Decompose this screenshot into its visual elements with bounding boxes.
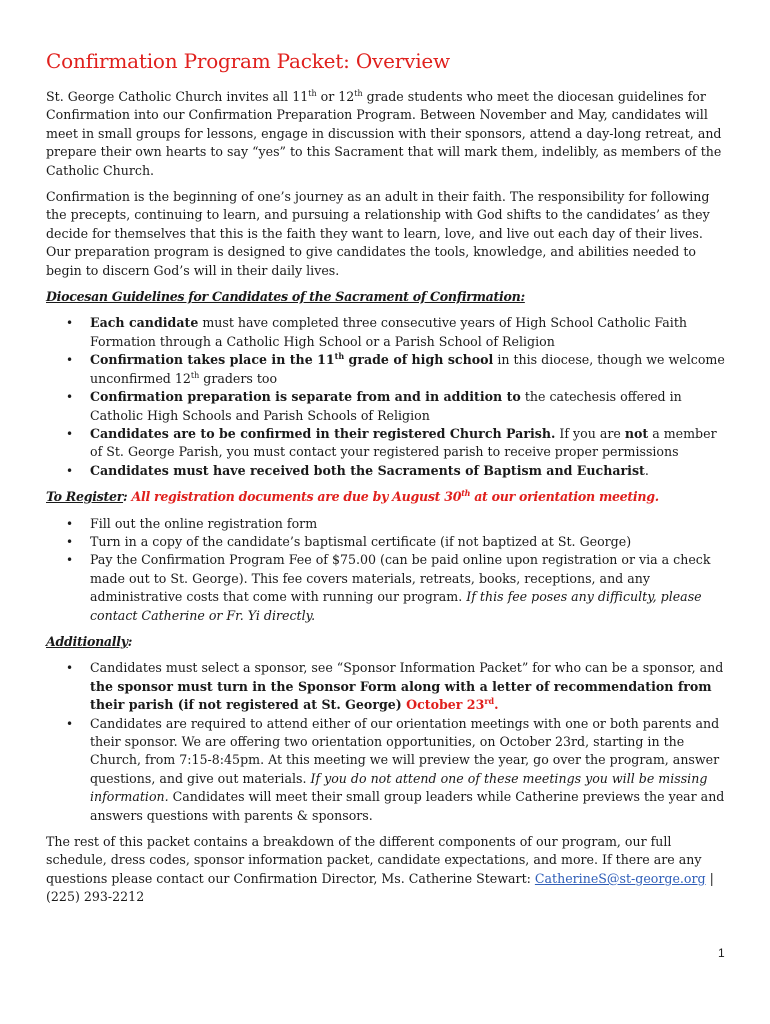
list-item: • Each candidate must have completed three consecutive years of High School Catholic Faith Formation through a Catholic High School or a Parish School of Religion bbox=[46, 314, 726, 351]
register-heading: To Register: All registration documents are due by August 30th at our orientation meeting. bbox=[46, 487, 659, 505]
page-title: Confirmation Program Packet: Overview bbox=[46, 49, 450, 73]
list-item: • Turn in a copy of the candidate’s baptismal certificate (if not baptized at St. George) bbox=[46, 533, 726, 551]
additionally-heading: Additionally: bbox=[46, 633, 133, 649]
phone-number: (225) 293-2212 bbox=[46, 889, 145, 905]
guidelines-heading: Diocesan Guidelines for Candidates of the Sacrament of Confirmation: bbox=[46, 289, 525, 305]
additionally-list bbox=[46, 659, 726, 825]
list-item: • Confirmation preparation is separate from and in addition to the catechesis offered in Catholic High Schools and Parish Schools of Religion bbox=[46, 388, 726, 425]
list-item: • Candidates are required to attend either of our orientation meetings with one or both parents and their sponsor. We are offering two orientation opportunities, on October 23rd, starting in the Church, from 7:15-8:45pm. At this meeting we will preview the year, go over the program, answer questions, and give out materials. If you do not attend one of these meetings you will be missing information. Candidates will meet their small group leaders while Catherine previews the year and answers questions with parents & sponsors. bbox=[46, 715, 726, 825]
email-link[interactable]: CatherineS@st-george.org bbox=[534, 870, 706, 886]
closing-paragraph: The rest of this packet contains a breakdown of the different components of our program, our full schedule, dress codes, sponsor information packet, candidate expectations, and more. If there are any questions please contact our Confirmation Director, Ms. Catherine Stewart: CatherineS@st-george.org | (225) 293-2212 bbox=[46, 834, 714, 905]
list-item: • Pay the Confirmation Program Fee of $75.00 (can be paid online upon registration or via a check made out to St. George). This fee covers materials, retreats, books, receptions, and any administrative costs that come with running our program. If this fee poses any difficulty, please contact Catherine or Fr. Yi directly. bbox=[46, 551, 726, 625]
guidelines-list bbox=[46, 314, 726, 480]
list-item: • Candidates are to be confirmed in their registered Church Parish. If you are not a member of St. George Parish, you must contact your registered parish to receive proper permissions bbox=[46, 425, 726, 462]
list-item: • Candidates must select a sponsor, see “Sponsor Information Packet” for who can be a sponsor, and the sponsor must turn in the Sponsor Form along with a letter of recommendation from their parish (if not registered at St. George) October 23rd. bbox=[46, 659, 726, 714]
list-item: • Candidates must have received both the Sacraments of Baptism and Eucharist. bbox=[46, 462, 726, 480]
list-item: • Fill out the online registration form bbox=[46, 515, 726, 533]
document-body bbox=[46, 48, 726, 915]
register-list bbox=[46, 515, 726, 625]
intro-paragraph-1: St. George Catholic Church invites all 11th or 12th grade students who meet the diocesan guidelines for Confirmation into our Confirmation Preparation Program. Between November and May, candidates will meet in small groups for lessons, engage in discussion with their sponsors, attend a day-long retreat, and prepare their own hearts to say “yes” to this Sacrament that will mark them, indelibly, as members of the Catholic Church. bbox=[46, 88, 722, 178]
page-number: 1 bbox=[718, 946, 725, 960]
intro-paragraph-2: Confirmation is the beginning of one’s journey as an adult in their faith. The responsibility for following the precepts, continuing to learn, and pursuing a relationship with God shifts to the candidates’ as they decide for themselves that this is the faith they want to learn, love, and live out each day of their lives. Our preparation program is designed to give candidates the tools, knowledge, and abilities needed to begin to discern God’s will in their daily lives. bbox=[46, 189, 710, 278]
list-item: • Confirmation takes place in the 11th grade of high school in this diocese, though we welcome unconfirmed 12th graders too bbox=[46, 351, 726, 388]
